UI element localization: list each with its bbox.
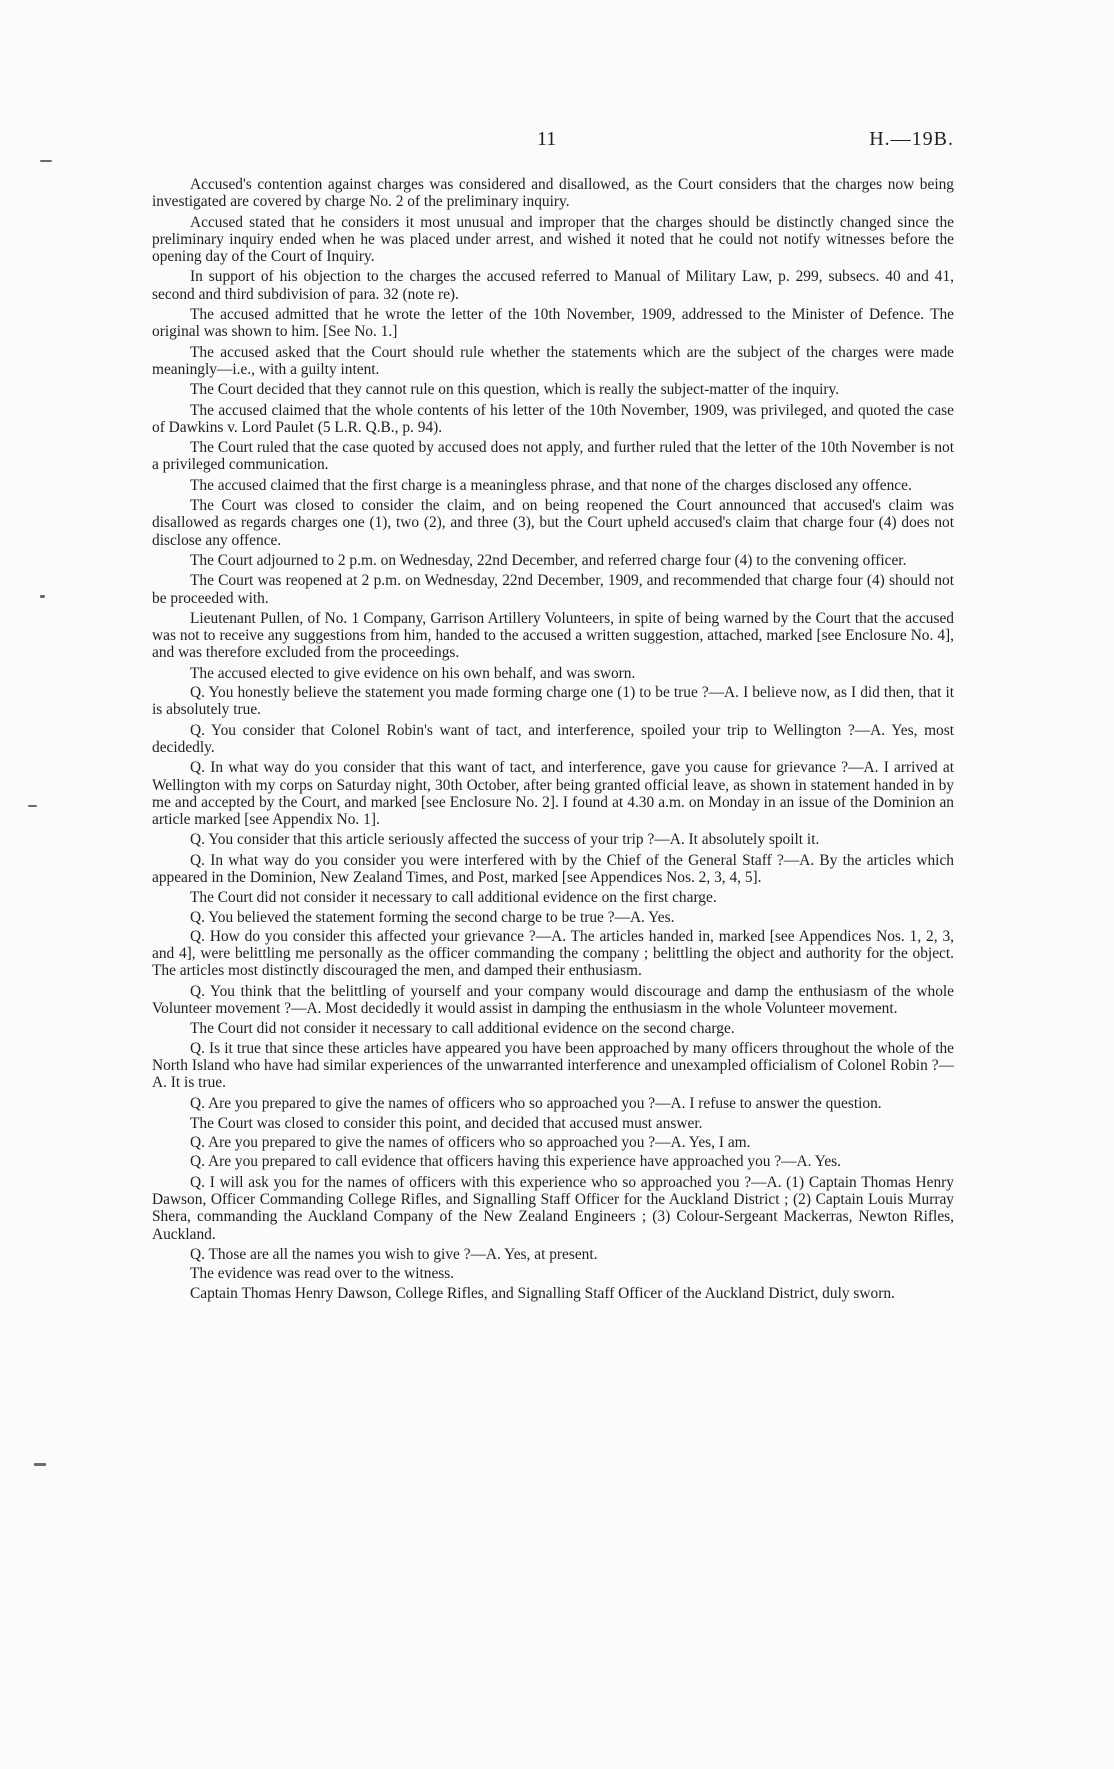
question-answer: Q. Are you prepared to give the names of officers who so approached you ?—A. I refuse to answer the question.	[190, 1094, 882, 1112]
paragraph: The Court did not consider it necessary to call additional evidence on the first charge.	[190, 889, 717, 907]
page-number: 11	[537, 128, 557, 150]
paragraph: Lieutenant Pullen, of No. 1 Company, Garrison Artillery Volunteers, in spite of being warned by the Court that the accused was not to receive any suggestions from him, handed to the accused a written suggestion, attached, marked [see Enclosure No. 4], and was therefore excluded from the proceedings.	[152, 609, 954, 662]
paragraph: The accused elected to give evidence on his own behalf, and was sworn.	[190, 664, 636, 682]
margin-mark	[34, 1463, 46, 1466]
question-answer: Q. How do you consider this affected your grievance ?—A. The articles handed in, marked [see Appendices Nos. 1, 2, 3, and 4], were belittling me personally as the officer commanding the company ; belittling the object and authority for the object. The articles most distinctly discouraged the men, and damped their enthusiasm.	[152, 927, 954, 980]
margin-mark	[28, 805, 37, 807]
paragraph: The Court was reopened at 2 p.m. on Wednesday, 22nd December, 1909, and recommended that charge four (4) should not be proceeded with.	[152, 572, 954, 607]
question-answer: Q. You consider that this article seriously affected the success of your trip ?—A. It absolutely spoilt it.	[190, 831, 820, 849]
question-answer: Q. You honestly believe the statement you made forming charge one (1) to be true ?—A. I believe now, as I did then, that it is absolutely true.	[152, 684, 954, 719]
paragraph: Accused's contention against charges was considered and disallowed, as the Court considers that the charges now being investigated are covered by charge No. 2 of the preliminary inquiry.	[152, 176, 954, 211]
question-answer: Q. In what way do you consider you were interfered with by the Chief of the General Staff ?—A. By the articles which appeared in the Dominion, New Zealand Times, and Post, marked [see Appendices Nos. 2, 3, 4, 5].	[152, 851, 954, 886]
paragraph: The accused asked that the Court should rule whether the statements which are the subject of the charges were made meaningly—i.e., with a guilty intent.	[152, 343, 954, 378]
document-body	[152, 176, 954, 1305]
paragraph: The Court did not consider it necessary to call additional evidence on the second charge.	[190, 1020, 735, 1038]
document-reference: H.—19B.	[869, 128, 954, 150]
paragraph: The Court adjourned to 2 p.m. on Wednesday, 22nd December, and referred charge four (4) to the convening officer.	[190, 551, 907, 569]
paragraph: The accused claimed that the whole contents of his letter of the 10th November, 1909, was privileged, and quoted the case of Dawkins v. Lord Paulet (5 L.R. Q.B., p. 94).	[152, 401, 954, 436]
margin-mark	[40, 160, 52, 162]
question-answer: Q. Those are all the names you wish to give ?—A. Yes, at present.	[190, 1245, 598, 1263]
question-answer: Q. Are you prepared to give the names of officers who so approached you ?—A. Yes, I am.	[190, 1134, 751, 1152]
margin-mark	[40, 595, 45, 598]
paragraph: The accused admitted that he wrote the letter of the 10th November, 1909, addressed to the Minister of Defence. The original was shown to him. [See No. 1.]	[152, 306, 954, 341]
question-answer: Q. You consider that Colonel Robin's want of tact, and interference, spoiled your trip to Wellington ?—A. Yes, most decidedly.	[152, 721, 954, 756]
paragraph: In support of his objection to the charges the accused referred to Manual of Military Law, p. 299, subsecs. 40 and 41, second and third subdivision of para. 32 (note re).	[152, 268, 954, 303]
paragraph: The Court was closed to consider this point, and decided that accused must answer.	[190, 1114, 703, 1132]
paragraph: The accused claimed that the first charge is a meaningless phrase, and that none of the charges disclosed any offence.	[190, 476, 912, 494]
page-header	[0, 128, 1114, 158]
question-answer: Q. I will ask you for the names of officers with this experience who so approached you ?—A. (1) Captain Thomas Henry Dawson, Officer Commanding College Rifles, and Signalling Staff Officer for the Auckland District ; (2) Captain Louis Murray Shera, commanding the Auckland Company of the New Zealand Engineers ; (3) Colour-Sergeant Mackerras, Newton Rifles, Auckland.	[152, 1173, 954, 1243]
question-answer: Q. You believed the statement forming the second charge to be true ?—A. Yes.	[190, 908, 675, 926]
paragraph: Accused stated that he considers it most unusual and improper that the charges should be distinctly changed since the preliminary inquiry ended when he was placed under arrest, and wished it noted that he could not notify witnesses before the opening day of the Court of Inquiry.	[152, 213, 954, 266]
paragraph: The evidence was read over to the witness.	[190, 1265, 455, 1283]
question-answer: Q. In what way do you consider that this want of tact, and interference, gave you cause for grievance ?—A. I arrived at Wellington with my corps on Saturday night, 30th October, after being granted official leave, as shown in statement handed in by me and accepted by the Court, and marked [see Enclosure No. 2]. I found at 4.30 a.m. on Monday in an issue of the Dominion an article marked [see Appendix No. 1].	[152, 759, 954, 829]
question-answer: Q. Are you prepared to call evidence that officers having this experience have approached you ?—A. Yes.	[190, 1153, 842, 1171]
paragraph: The Court ruled that the case quoted by accused does not apply, and further ruled that the letter of the 10th November is not a privileged communication.	[152, 439, 954, 474]
paragraph: The Court was closed to consider the claim, and on being reopened the Court announced that accused's claim was disallowed as regards charges one (1), two (2), and three (3), but the Court upheld accused's claim that charge four (4) does not disclose any offence.	[152, 497, 954, 549]
witness-sworn-paragraph: Captain Thomas Henry Dawson, College Rifles, and Signalling Staff Officer of the Auckland District, duly sworn.	[190, 1284, 895, 1302]
question-answer: Q. You think that the belittling of yourself and your company would discourage and damp the enthusiasm of the whole Volunteer movement ?—A. Most decidedly it would assist in damping the enthusiasm in the whole Volunteer movement.	[152, 982, 954, 1018]
question-answer: Q. Is it true that since these articles have appeared you have been approached by many officers throughout the whole of the North Island who have had similar experiences of the unwarranted interference and unexampled officialism of Colonel Robin ?—A. It is true.	[152, 1039, 954, 1092]
paragraph: The Court decided that they cannot rule on this question, which is really the subject-matter of the inquiry.	[190, 381, 840, 399]
